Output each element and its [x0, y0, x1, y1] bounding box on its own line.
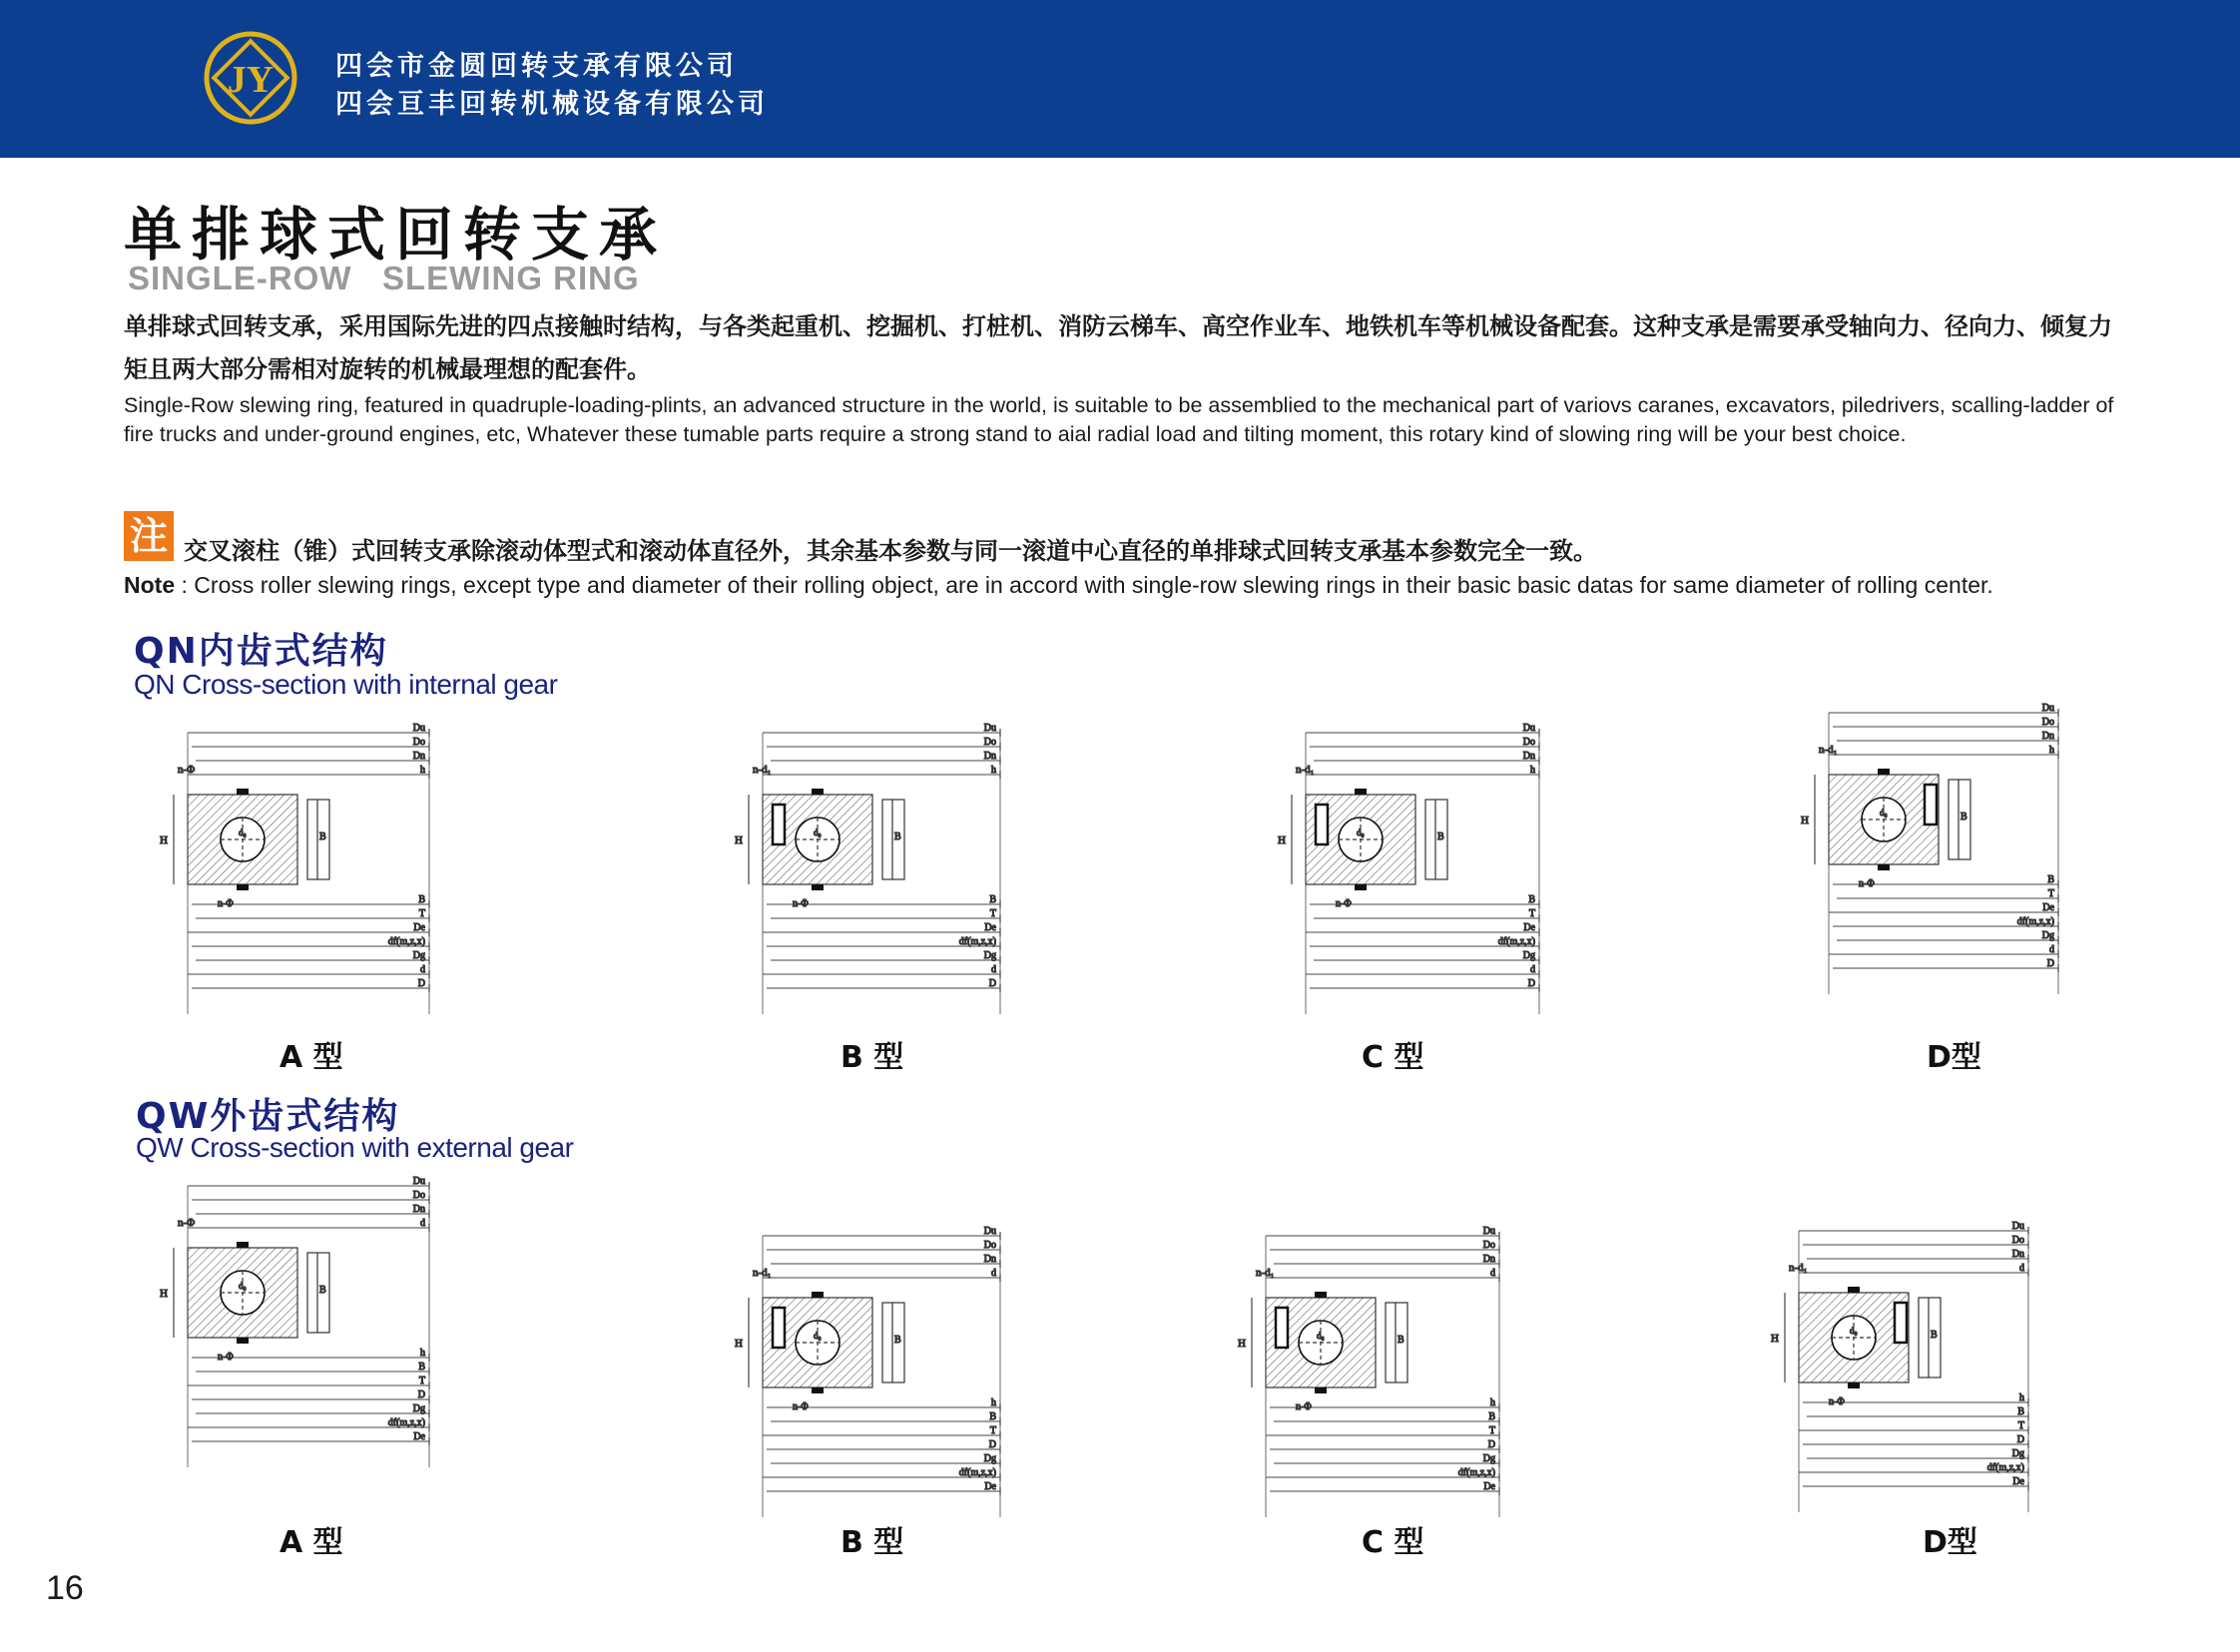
svg-text:n-Φ: n-Φ	[218, 898, 234, 909]
svg-text:De: De	[2012, 1476, 2024, 1487]
svg-text:B: B	[2047, 874, 2054, 885]
svg-text:Du: Du	[1482, 1226, 1495, 1237]
svg-text:h: h	[420, 765, 425, 776]
svg-text:d: d	[991, 964, 996, 975]
svg-text:n-Φ: n-Φ	[178, 764, 196, 776]
qn-cross-section-drawing	[1278, 725, 1557, 1024]
svg-text:Dg: Dg	[412, 1403, 425, 1414]
svg-text:df(m,z,x): df(m,z,x)	[2016, 916, 2054, 927]
svg-text:n-d₁: n-d₁	[1256, 1267, 1275, 1279]
qn-diagram-d	[1797, 705, 2076, 1004]
svg-text:H: H	[160, 1288, 168, 1300]
svg-text:n-Φ: n-Φ	[1296, 1401, 1312, 1412]
svg-text:d₀: d₀	[1357, 827, 1365, 837]
svg-text:D: D	[417, 978, 425, 989]
qn-diagram-c	[1278, 725, 1557, 1024]
qw-type-label-a: A 型	[280, 1525, 343, 1560]
svg-text:H: H	[735, 834, 743, 846]
qn-type-label-d: D型	[1927, 1040, 1981, 1075]
svg-text:B: B	[989, 1411, 996, 1422]
svg-text:df(m,z,x): df(m,z,x)	[1986, 1462, 2024, 1473]
qn-diagram-b	[735, 723, 1018, 1024]
svg-text:D: D	[2016, 1434, 2024, 1445]
svg-text:Du: Du	[983, 1226, 996, 1237]
svg-text:n-d₁: n-d₁	[1819, 744, 1838, 756]
svg-text:df(m,z,x): df(m,z,x)	[958, 936, 996, 947]
svg-text:Du: Du	[2011, 1221, 2024, 1232]
header-bar	[0, 0, 2240, 158]
svg-text:B: B	[1437, 831, 1444, 842]
svg-text:h: h	[420, 1348, 425, 1359]
svg-text:h: h	[2019, 1392, 2024, 1403]
qw-cross-section-drawing	[1767, 1223, 2046, 1522]
qn-diagram-a	[160, 723, 447, 1024]
svg-text:df(m,z,x): df(m,z,x)	[387, 936, 425, 947]
svg-text:h: h	[1530, 765, 1535, 776]
svg-text:B: B	[894, 831, 901, 842]
qn-cross-section-drawing	[160, 723, 447, 1024]
page-title-cn: 单排球式回转支承	[124, 201, 668, 269]
svg-text:d₀: d₀	[814, 827, 822, 837]
svg-text:T: T	[1488, 1425, 1495, 1436]
svg-text:T: T	[1528, 908, 1535, 919]
company-logo-icon	[203, 30, 298, 126]
qw-diagram-c	[1238, 1228, 1517, 1527]
note-text-cn: 交叉滚柱（锥）式回转支承除滚动体型式和滚动体直径外，其余基本参数与同一滚道中心直径的单排球式回转支承基本参数完全一致。	[184, 537, 1597, 565]
qn-type-label-a: A 型	[280, 1040, 343, 1075]
qn-section-title-en: QN Cross-section with internal gear	[134, 669, 558, 700]
note-label: Note	[124, 572, 176, 598]
qn-type-label-b: B 型	[840, 1040, 904, 1075]
qw-section-title-cn: QW外齿式结构	[136, 1096, 400, 1137]
svg-text:T: T	[2047, 888, 2054, 899]
qw-cross-section-drawing	[1238, 1228, 1517, 1527]
qw-diagram-b	[735, 1226, 1018, 1527]
svg-text:H: H	[1238, 1338, 1246, 1350]
svg-text:df(m,z,x): df(m,z,x)	[1457, 1467, 1495, 1478]
svg-text:df(m,z,x): df(m,z,x)	[1497, 936, 1535, 947]
svg-text:B: B	[989, 894, 996, 905]
svg-text:d: d	[2019, 1263, 2024, 1274]
svg-text:B: B	[1398, 1335, 1404, 1346]
svg-text:d₀: d₀	[1317, 1331, 1325, 1341]
svg-text:d₀: d₀	[239, 827, 247, 837]
svg-text:Dn: Dn	[1522, 751, 1535, 762]
svg-text:Do: Do	[412, 1190, 425, 1201]
page-title-en: SINGLE-ROW SLEWING RING	[128, 260, 640, 296]
svg-text:d: d	[420, 964, 425, 975]
svg-text:H: H	[735, 1338, 743, 1350]
svg-text:B: B	[1528, 894, 1535, 905]
svg-text:Dg: Dg	[2041, 930, 2054, 941]
svg-text:De: De	[1483, 1481, 1495, 1492]
svg-text:D: D	[988, 978, 996, 989]
qn-cross-section-drawing	[1797, 705, 2076, 1004]
svg-text:B: B	[319, 831, 326, 842]
svg-text:Dn: Dn	[412, 751, 425, 762]
svg-text:n-Φ: n-Φ	[1336, 898, 1352, 909]
svg-text:df(m,z,x): df(m,z,x)	[958, 1467, 996, 1478]
svg-text:De: De	[413, 1431, 425, 1442]
svg-text:H: H	[1801, 815, 1809, 826]
svg-text:d: d	[420, 1218, 425, 1229]
svg-text:D: D	[1527, 978, 1535, 989]
svg-text:Du: Du	[1522, 723, 1535, 734]
svg-text:Dg: Dg	[1522, 950, 1535, 961]
svg-text:Dn: Dn	[983, 751, 996, 762]
svg-text:Dn: Dn	[2011, 1249, 2024, 1260]
svg-text:De: De	[413, 922, 425, 933]
svg-text:h: h	[2049, 745, 2054, 756]
svg-text:T: T	[418, 1376, 425, 1386]
svg-text:n-Φ: n-Φ	[1829, 1396, 1845, 1407]
svg-text:D: D	[1487, 1439, 1495, 1450]
svg-text:d: d	[1530, 964, 1535, 975]
intro-text-cn: 单排球式回转支承，采用国际先进的四点接触时结构，与各类起重机、挖掘机、打桩机、消防云梯车、高空作业车、地铁机车等机械设备配套。这种支承是需要承受轴向力、径向力、倾复力矩且两大部分需相对旋转的机械最理想的配套件。	[124, 312, 2112, 383]
qw-type-label-b: B 型	[840, 1525, 904, 1560]
svg-text:n-d₁: n-d₁	[1296, 764, 1315, 776]
svg-text:n-Φ: n-Φ	[793, 898, 809, 909]
svg-text:d: d	[991, 1268, 996, 1279]
intro-text-en: Single-Row slewing ring, featured in quadruple-loading-plints, an advanced structure in the world, is suitable to be assemblied to the mechanical part of variovs caranes, excavators, piledrivers, scalling-ladder of fire trucks and under-ground engines, etc, Whatever these tumable parts require a strong stand to aial radial load and tilting moment, this rotary kind of slowing ring will be your best choice.	[124, 393, 2114, 446]
svg-text:B: B	[1960, 812, 1967, 823]
svg-text:De: De	[984, 922, 996, 933]
svg-text:De: De	[2042, 902, 2054, 913]
svg-text:De: De	[1523, 922, 1535, 933]
svg-text:df(m,z,x): df(m,z,x)	[387, 1417, 425, 1428]
svg-text:Do: Do	[983, 1240, 996, 1251]
svg-text:Do: Do	[983, 737, 996, 748]
svg-text:d₀: d₀	[814, 1331, 822, 1341]
svg-text:Dn: Dn	[412, 1204, 425, 1215]
note-text-en	[124, 572, 1993, 599]
svg-text:Dg: Dg	[983, 1453, 996, 1464]
svg-text:n-Φ: n-Φ	[793, 1401, 809, 1412]
svg-text:B: B	[418, 1362, 425, 1373]
svg-text:d₀: d₀	[1880, 808, 1888, 818]
logo-letters: JY	[227, 59, 275, 101]
svg-text:n-d₁: n-d₁	[1789, 1262, 1808, 1274]
svg-text:d₀: d₀	[239, 1281, 247, 1291]
svg-text:Dn: Dn	[2041, 731, 2054, 742]
svg-text:T: T	[989, 908, 996, 919]
company-name-2: 四会亘丰回转机械设备有限公司	[335, 89, 769, 120]
svg-text:T: T	[2017, 1420, 2024, 1431]
qw-diagram-a	[160, 1176, 447, 1477]
qw-cross-section-drawing	[160, 1176, 447, 1477]
qn-cross-section-drawing	[735, 723, 1018, 1024]
svg-text:Dg: Dg	[412, 950, 425, 961]
svg-text:B: B	[319, 1285, 326, 1296]
qn-type-label-c: C 型	[1362, 1040, 1424, 1075]
svg-text:d: d	[2049, 944, 2054, 955]
qw-section-title-en: QW Cross-section with external gear	[136, 1132, 574, 1163]
svg-text:Du: Du	[983, 723, 996, 734]
svg-text:Do: Do	[2011, 1235, 2024, 1246]
svg-text:D: D	[417, 1389, 425, 1400]
svg-text:Do: Do	[1482, 1240, 1495, 1251]
svg-text:h: h	[991, 1397, 996, 1408]
svg-text:B: B	[418, 894, 425, 905]
svg-text:d₀: d₀	[1850, 1326, 1858, 1336]
note-badge: 注	[124, 511, 174, 561]
svg-text:d: d	[1490, 1268, 1495, 1279]
svg-text:Du: Du	[412, 1176, 425, 1187]
svg-text:H: H	[1771, 1333, 1779, 1345]
svg-text:Dg: Dg	[2011, 1448, 2024, 1459]
svg-text:n-d₁: n-d₁	[753, 764, 772, 776]
svg-text:Dn: Dn	[983, 1254, 996, 1265]
svg-text:Dg: Dg	[983, 950, 996, 961]
svg-text:B: B	[894, 1335, 901, 1346]
qw-diagram-d	[1767, 1223, 2046, 1522]
svg-text:Do: Do	[412, 737, 425, 748]
svg-text:n-Φ: n-Φ	[218, 1352, 234, 1363]
svg-text:T: T	[418, 908, 425, 919]
qw-type-label-d: D型	[1923, 1525, 1977, 1560]
svg-text:Dn: Dn	[1482, 1254, 1495, 1265]
page-number: 16	[46, 1569, 84, 1607]
svg-text:H: H	[1278, 834, 1286, 846]
svg-text:B: B	[1931, 1330, 1938, 1341]
svg-text:Du: Du	[412, 723, 425, 734]
svg-text:h: h	[991, 765, 996, 776]
svg-text:D: D	[988, 1439, 996, 1450]
company-name-1: 四会市金圆回转支承有限公司	[335, 51, 738, 82]
note-body: : Cross roller slewing rings, except type and diameter of their rolling object, are in accord with single-row slewing rings in their basic basic datas for same diameter of rolling center.	[175, 572, 1993, 598]
qn-section-title-cn: QN内齿式结构	[134, 631, 388, 672]
svg-text:De: De	[984, 1481, 996, 1492]
svg-text:B: B	[1488, 1411, 1495, 1422]
qw-type-label-c: C 型	[1362, 1525, 1424, 1560]
svg-text:Du: Du	[2041, 703, 2054, 714]
svg-text:n-Φ: n-Φ	[178, 1217, 196, 1229]
svg-text:Do: Do	[2041, 717, 2054, 728]
svg-text:H: H	[160, 834, 168, 846]
svg-text:Dg: Dg	[1482, 1453, 1495, 1464]
svg-text:Do: Do	[1522, 737, 1535, 748]
svg-text:n-Φ: n-Φ	[1859, 878, 1875, 889]
qw-cross-section-drawing	[735, 1226, 1018, 1527]
svg-text:T: T	[989, 1425, 996, 1436]
svg-text:h: h	[1490, 1397, 1495, 1408]
svg-text:B: B	[2017, 1406, 2024, 1417]
svg-text:D: D	[2046, 958, 2054, 969]
svg-text:n-d₁: n-d₁	[753, 1267, 772, 1279]
